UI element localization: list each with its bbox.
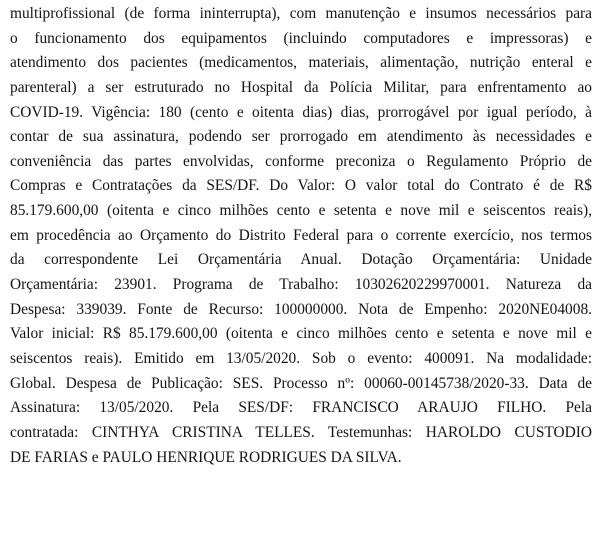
document-body [10, 2, 592, 470]
text-line: Compras e Contratações da SES/DF. Do Valor: O valor total do Contrato é de R$ [10, 177, 592, 195]
text-line: COVID-19. Vigência: 180 (cento e oitenta dias) dias, prorrogável por igual período, à [10, 103, 592, 121]
text-line-last: DE FARIAS e PAULO HENRIQUE RODRIGUES DA SILVA. [10, 448, 402, 466]
text-line: contratada: CINTHYA CRISTINA TELLES. Testemunhas: HAROLDO CUSTODIO [10, 423, 592, 441]
text-line: Global. Despesa de Publicação: SES. Processo nº: 00060-00145738/2020-33. Data de [10, 374, 592, 392]
text-line: 85.179.600,00 (oitenta e cinco milhões cento e setenta e nove mil e seiscentos reais), [10, 202, 592, 220]
text-line: conveniência das partes envolvidas, conforme preconiza o Regulamento Próprio de [10, 152, 592, 170]
text-line: Despesa: 339039. Fonte de Recurso: 100000000. Nota de Empenho: 2020NE04008. [10, 300, 592, 318]
text-line: atendimento dos pacientes (medicamentos, materiais, alimentação, nutrição enteral e [10, 54, 592, 72]
text-line: em procedência ao Orçamento do Distrito Federal para o corrente exercício, nos termos [10, 226, 592, 244]
text-line: seiscentos reais). Emitido em 13/05/2020. Sob o evento: 400091. Na modalidade: [10, 349, 592, 367]
text-line: o funcionamento dos equipamentos (incluindo computadores e impressoras) e [10, 29, 592, 47]
text-line: Assinatura: 13/05/2020. Pela SES/DF: FRANCISCO ARAUJO FILHO. Pela [10, 399, 592, 417]
text-line: multiprofissional (de forma ininterrupta), com manutenção e insumos necessários para [10, 5, 592, 22]
text-line: parenteral) a ser estruturado no Hospital da Polícia Militar, para enfrentamento ao [10, 78, 592, 96]
text-line: contar de sua assinatura, podendo ser prorrogado em atendimento às necessidades e [10, 128, 592, 146]
text-line: Valor inicial: R$ 85.179.600,00 (oitenta e cinco milhões cento e setenta e nove mil e [10, 325, 592, 343]
text-line: Orçamentária: 23901. Programa de Trabalho: 10302620229970001. Natureza da [10, 276, 592, 294]
text-line: da correspondente Lei Orçamentária Anual. Dotação Orçamentária: Unidade [10, 251, 592, 269]
